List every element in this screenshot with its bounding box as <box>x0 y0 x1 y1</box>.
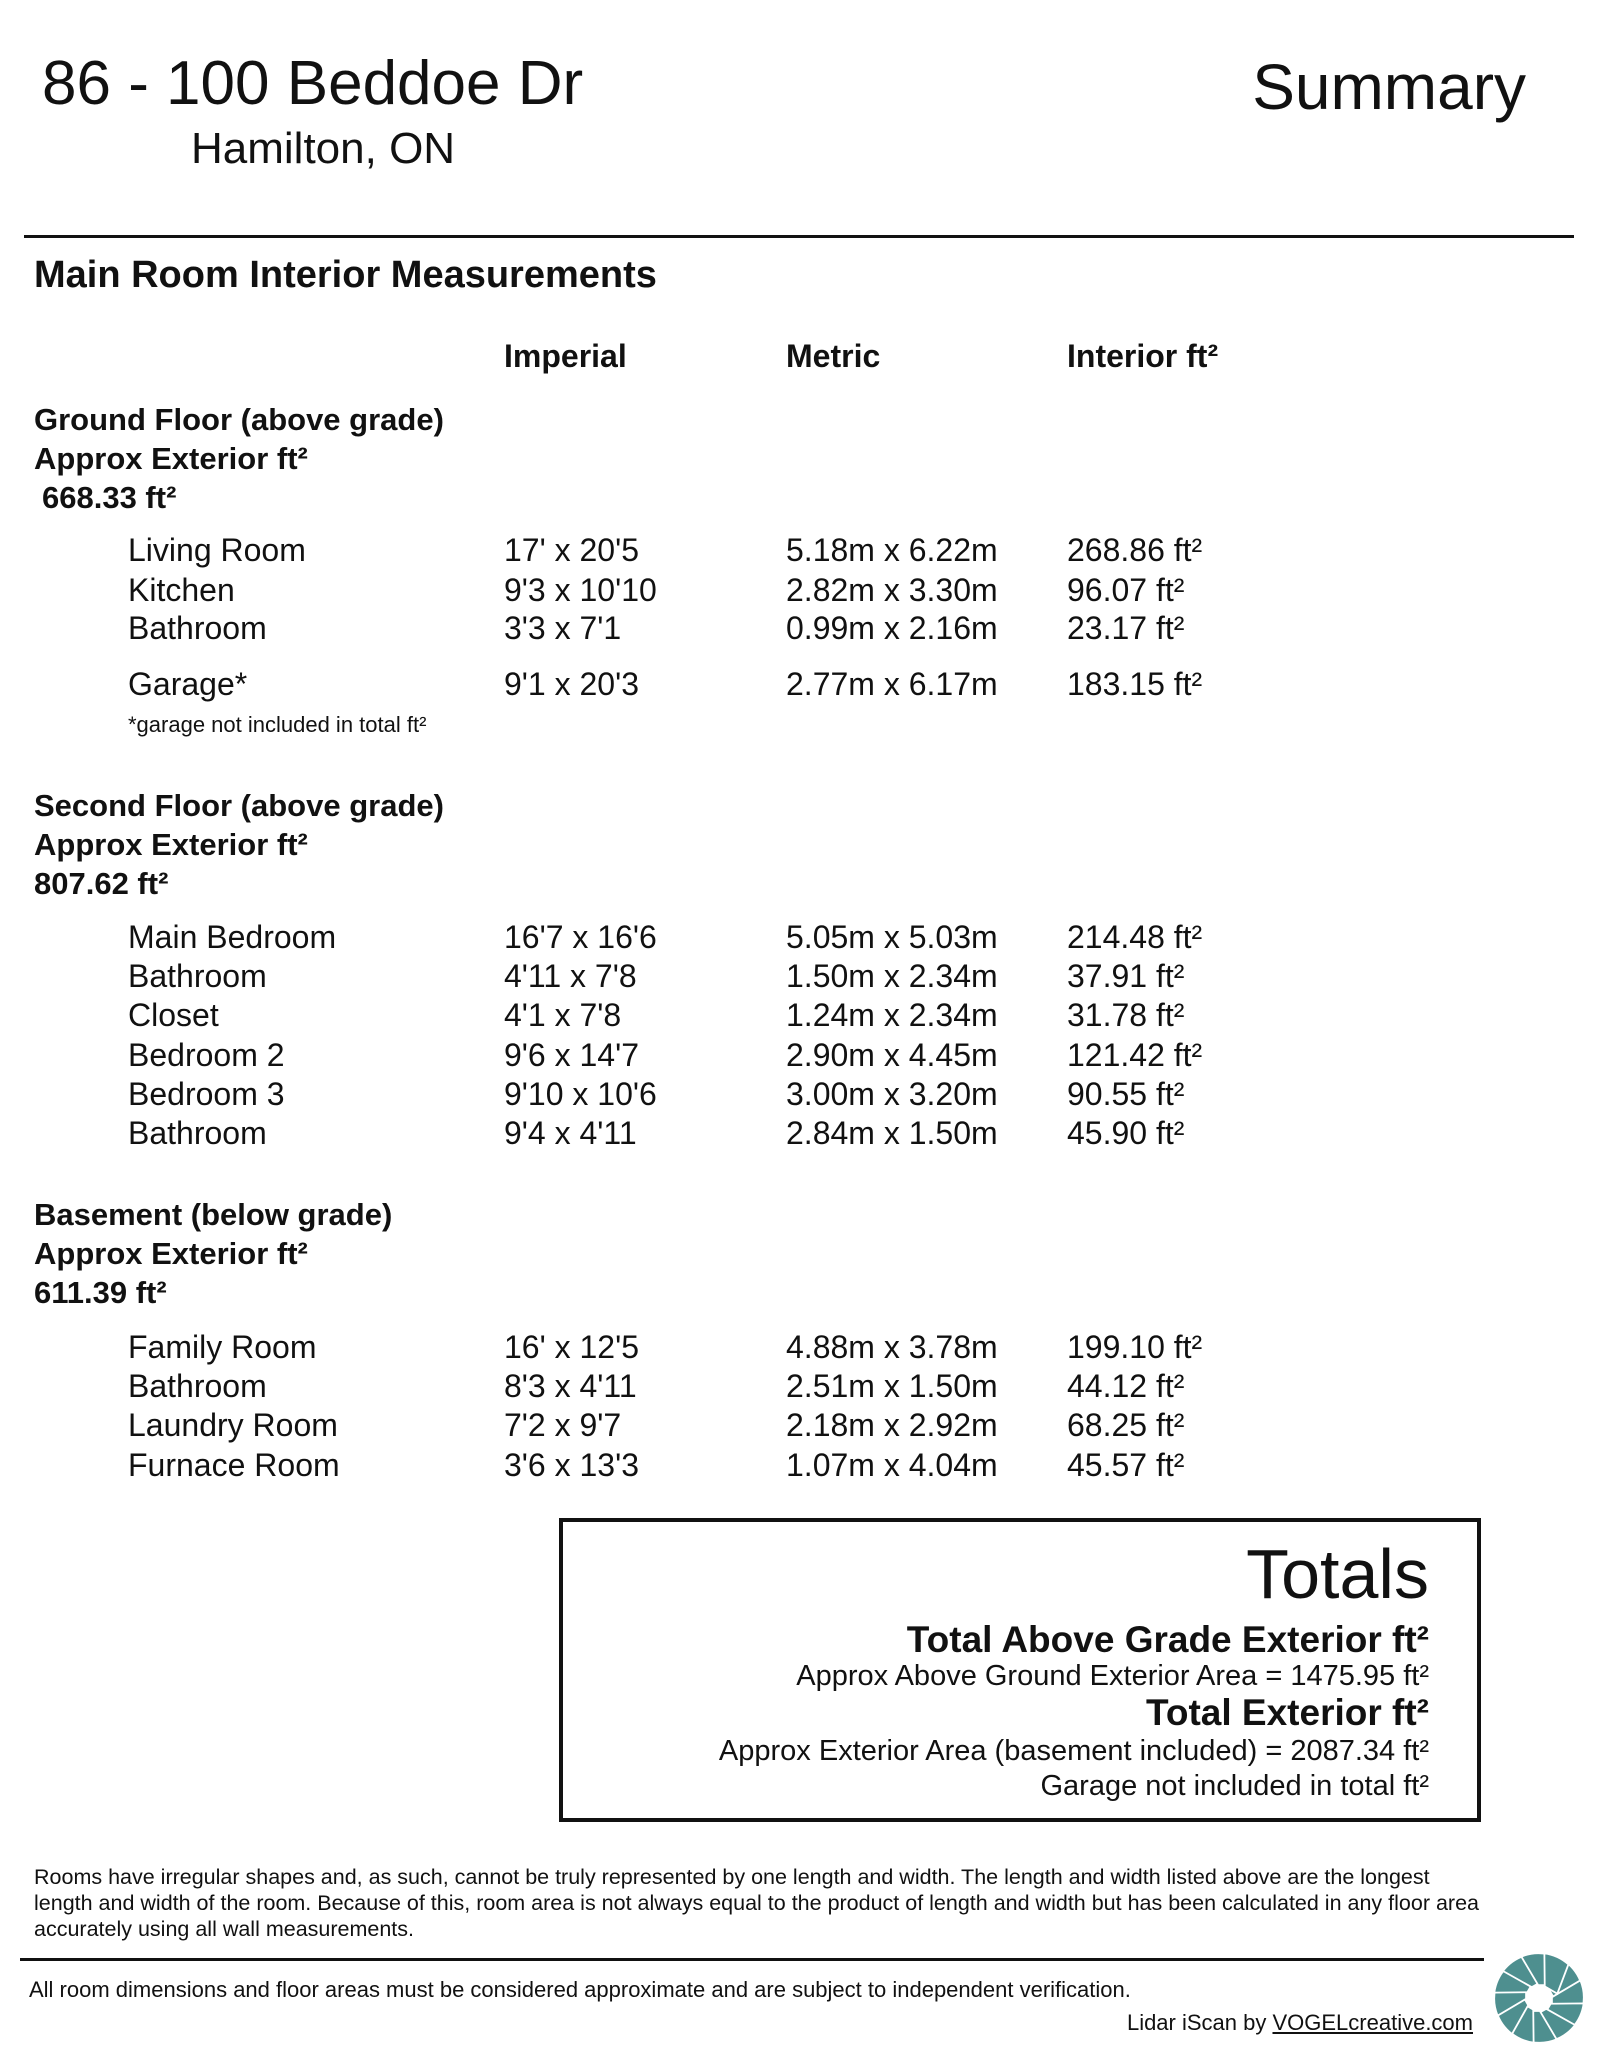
garage-footnote: *garage not included in total ft² <box>128 712 427 737</box>
floor-exterior-value: 611.39 ft² <box>34 1275 167 1310</box>
room-imperial: 16' x 12'5 <box>504 1329 639 1365</box>
credit-prefix: Lidar iScan by <box>1126 2010 1273 2035</box>
footer-credit <box>1127 2010 1473 2036</box>
room-area: 183.15 ft² <box>1067 666 1203 702</box>
room-area: 45.90 ft² <box>1067 1115 1185 1151</box>
room-row <box>0 1114 1400 1153</box>
room-name: Bathroom <box>128 1115 267 1151</box>
room-area: 121.42 ft² <box>1067 1037 1203 1073</box>
footer-note: All room dimensions and floor areas must be considered approximate and are subject to independent verification. <box>29 1977 1131 2002</box>
room-metric: 1.50m x 2.34m <box>786 958 998 994</box>
room-metric: 5.18m x 6.22m <box>786 532 998 568</box>
room-metric: 2.90m x 4.45m <box>786 1037 998 1073</box>
total-exterior-label: Total Exterior ft² <box>1146 1692 1429 1733</box>
divider <box>24 235 1574 238</box>
room-imperial: 16'7 x 16'6 <box>504 919 657 955</box>
room-metric: 2.84m x 1.50m <box>786 1115 998 1151</box>
room-imperial: 9'10 x 10'6 <box>504 1076 657 1112</box>
room-imperial: 3'3 x 7'1 <box>504 610 622 646</box>
room-metric: 2.82m x 3.30m <box>786 572 998 608</box>
room-name: Closet <box>128 997 219 1033</box>
room-name: Bathroom <box>128 1368 267 1404</box>
room-area: 23.17 ft² <box>1067 610 1185 646</box>
room-imperial: 7'2 x 9'7 <box>504 1407 622 1443</box>
floor-exterior-label: Approx Exterior ft² <box>34 441 308 476</box>
room-row <box>0 665 1400 704</box>
room-row <box>0 1075 1400 1114</box>
divider <box>20 1958 1484 1961</box>
room-name: Laundry Room <box>128 1407 338 1443</box>
room-name: Living Room <box>128 532 306 568</box>
room-name: Bathroom <box>128 610 267 646</box>
room-row <box>0 531 1400 570</box>
room-name: Bedroom 3 <box>128 1076 285 1112</box>
column-header-imperial: Imperial <box>504 338 627 374</box>
room-area: 45.57 ft² <box>1067 1447 1185 1483</box>
floor-exterior-label: Approx Exterior ft² <box>34 1236 308 1271</box>
floor-name: Ground Floor (above grade) <box>34 402 444 437</box>
room-area: 268.86 ft² <box>1067 532 1203 568</box>
column-header-interior: Interior ft² <box>1067 338 1219 374</box>
section-title: Main Room Interior Measurements <box>34 254 657 296</box>
room-area: 68.25 ft² <box>1067 1407 1185 1443</box>
room-name: Garage* <box>128 666 248 702</box>
room-metric: 5.05m x 5.03m <box>786 919 998 955</box>
total-exterior-text: Approx Exterior Area (basement included) = 2087.34 ft² <box>718 1735 1429 1767</box>
room-imperial: 4'11 x 7'8 <box>504 958 637 994</box>
floor-name: Basement (below grade) <box>34 1197 393 1232</box>
room-row <box>0 1367 1400 1406</box>
room-imperial: 9'3 x 10'10 <box>504 572 657 608</box>
room-name: Kitchen <box>128 572 235 608</box>
room-name: Furnace Room <box>128 1447 340 1483</box>
room-name: Bedroom 2 <box>128 1037 285 1073</box>
room-imperial: 9'6 x 14'7 <box>504 1037 639 1073</box>
room-metric: 1.24m x 2.34m <box>786 997 998 1033</box>
room-area: 37.91 ft² <box>1067 958 1185 994</box>
room-metric: 1.07m x 4.04m <box>786 1447 998 1483</box>
floor-name: Second Floor (above grade) <box>34 788 444 823</box>
room-row <box>0 1328 1400 1367</box>
room-metric: 2.18m x 2.92m <box>786 1407 998 1443</box>
floor-exterior-label: Approx Exterior ft² <box>34 827 308 862</box>
room-row <box>0 1446 1400 1485</box>
room-area: 44.12 ft² <box>1067 1368 1185 1404</box>
room-metric: 0.99m x 2.16m <box>786 610 998 646</box>
property-city: Hamilton, ON <box>191 124 456 173</box>
room-imperial: 9'4 x 4'11 <box>504 1115 637 1151</box>
room-imperial: 4'1 x 7'8 <box>504 997 622 1033</box>
room-imperial: 3'6 x 13'3 <box>504 1447 639 1483</box>
room-area: 199.10 ft² <box>1067 1329 1203 1365</box>
vogelcreative-link[interactable]: VOGELcreative.com <box>1272 2010 1473 2035</box>
room-area: 31.78 ft² <box>1067 997 1185 1033</box>
room-metric: 2.51m x 1.50m <box>786 1368 998 1404</box>
garage-note: Garage not included in total ft² <box>1040 1770 1429 1802</box>
room-area: 90.55 ft² <box>1067 1076 1185 1112</box>
room-row <box>0 1406 1400 1445</box>
room-area: 96.07 ft² <box>1067 572 1185 608</box>
room-row <box>0 609 1400 648</box>
room-name: Family Room <box>128 1329 317 1365</box>
room-row <box>0 996 1400 1035</box>
floor-exterior-value: 668.33 ft² <box>42 480 177 515</box>
floor-exterior-value: 807.62 ft² <box>34 866 169 901</box>
room-imperial: 8'3 x 4'11 <box>504 1368 637 1404</box>
disclaimer: Rooms have irregular shapes and, as such, cannot be truly represented by one length and width. The length and width listed above are the longest length and width of the room. Because of this, room area is not always equal to the product of length and width but has been calculated in any floor area accurately using all wall measurements. <box>34 1865 1479 1941</box>
room-metric: 2.77m x 6.17m <box>786 666 998 702</box>
property-address: 86 - 100 Beddoe Dr <box>42 49 584 118</box>
room-row <box>0 918 1400 957</box>
room-metric: 4.88m x 3.78m <box>786 1329 998 1365</box>
room-row <box>0 571 1400 610</box>
aperture-logo-icon <box>1494 1953 1584 2043</box>
room-row <box>0 957 1400 996</box>
above-grade-label: Total Above Grade Exterior ft² <box>906 1619 1429 1660</box>
room-metric: 3.00m x 3.20m <box>786 1076 998 1112</box>
above-grade-text: Approx Above Ground Exterior Area = 1475.95 ft² <box>796 1660 1429 1692</box>
room-row <box>0 1036 1400 1075</box>
room-area: 214.48 ft² <box>1067 919 1203 955</box>
column-header-metric: Metric <box>786 338 881 374</box>
totals-box <box>559 1518 1481 1822</box>
page-title: Summary <box>1252 51 1526 123</box>
totals-heading: Totals <box>1246 1535 1429 1613</box>
room-imperial: 9'1 x 20'3 <box>504 666 639 702</box>
room-imperial: 17' x 20'5 <box>504 532 639 568</box>
room-name: Main Bedroom <box>128 919 337 955</box>
room-name: Bathroom <box>128 958 267 994</box>
